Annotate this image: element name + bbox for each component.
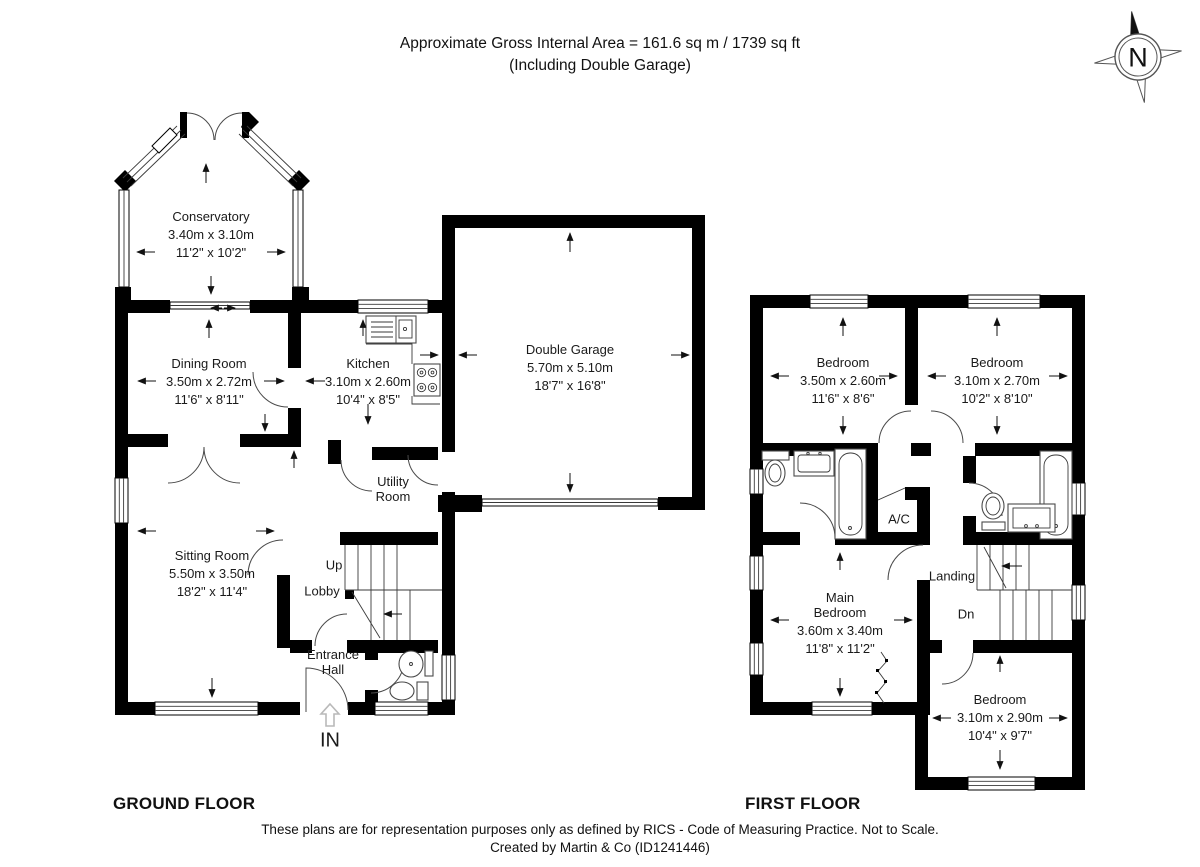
room-size-metric: 3.10m x 2.90m xyxy=(957,710,1043,725)
room-name: Conservatory xyxy=(172,209,250,224)
room-size-metric: 3.40m x 3.10m xyxy=(168,227,254,242)
room-name: Main Bedroom xyxy=(813,590,867,620)
room-size-imperial: 11'8" x 11'2" xyxy=(805,641,875,656)
room-size-metric: 3.60m x 3.40m xyxy=(797,623,883,638)
room-label-lobby: Lobby xyxy=(304,583,340,599)
page-title: Approximate Gross Internal Area = 161.6 sq m / 1739 sq ft xyxy=(399,35,801,52)
room-size-metric: 5.70m x 5.10m xyxy=(526,360,613,375)
footer-disclaimer: These plans are for representation purposes only as defined by RICS - Code of Measuring Practice. Not to Scale. xyxy=(261,822,939,837)
room-name: Kitchen xyxy=(346,356,390,371)
room-size-metric: 3.50m x 2.60m xyxy=(800,373,886,388)
room-label-double-garage xyxy=(526,341,614,395)
room-label-utility-room xyxy=(369,474,417,506)
room-label-bedroom-1 xyxy=(800,354,886,408)
room-size-imperial: 10'4" x 8'5" xyxy=(335,392,401,407)
room-label-bedroom-2 xyxy=(954,354,1040,408)
room-size-metric: 3.10m x 2.60m xyxy=(325,374,411,389)
first-floor-stairs xyxy=(977,545,1072,640)
room-name: Double Garage xyxy=(525,342,615,357)
room-label-bedroom-3 xyxy=(957,691,1043,745)
room-name: Utility Room xyxy=(375,474,411,504)
room-label-kitchen xyxy=(325,355,411,409)
room-size-imperial: 18'7" x 16'8" xyxy=(534,378,606,393)
room-label-entrance-hall xyxy=(302,647,364,679)
stairs-dn-label: Dn xyxy=(957,606,975,622)
ground-floor-plan xyxy=(114,112,705,726)
room-size-metric: 3.50m x 2.72m xyxy=(166,374,252,389)
room-name: Sitting Room xyxy=(174,548,250,563)
room-size-imperial: 10'2" x 8'10" xyxy=(961,391,1033,406)
floor-label-first: FIRST FLOOR xyxy=(745,794,861,813)
room-size-imperial: 18'2" x 11'4" xyxy=(176,584,248,599)
room-label-main-bedroom xyxy=(797,590,883,658)
room-label-sitting-room xyxy=(169,547,255,601)
room-name: Bedroom xyxy=(973,692,1027,707)
room-name: Bedroom xyxy=(970,355,1024,370)
room-size-metric: 5.50m x 3.50m xyxy=(169,566,255,581)
ground-floor-walls xyxy=(114,112,705,715)
room-name: Dining Room xyxy=(171,356,247,371)
room-label-dining-room xyxy=(166,355,252,409)
compass-n-label: N xyxy=(1128,42,1148,73)
room-size-metric: 3.10m x 2.70m xyxy=(954,373,1040,388)
stairs-up-label: Up xyxy=(325,557,343,573)
room-size-imperial: 10'4" x 9'7" xyxy=(967,728,1033,743)
room-size-imperial: 11'2" x 10'2" xyxy=(175,245,247,260)
room-label-conservatory xyxy=(168,208,254,262)
room-label-landing: Landing xyxy=(928,568,976,584)
entrance-in-arrow xyxy=(321,704,339,726)
room-name: Bedroom xyxy=(816,355,870,370)
room-size-imperial: 11'6" x 8'6" xyxy=(811,391,875,406)
ground-floor-stairs xyxy=(345,545,442,640)
footer-credit: Created by Martin & Co (ID1241446) xyxy=(490,840,710,855)
room-name: Entrance Hall xyxy=(306,647,360,677)
floor-label-ground: GROUND FLOOR xyxy=(113,794,256,813)
entrance-in-label: IN xyxy=(320,729,340,752)
room-label-ac-cupboard: A/C xyxy=(888,511,910,527)
room-size-imperial: 11'6" x 8'11" xyxy=(174,392,244,407)
page-subtitle: (Including Double Garage) xyxy=(509,57,691,74)
